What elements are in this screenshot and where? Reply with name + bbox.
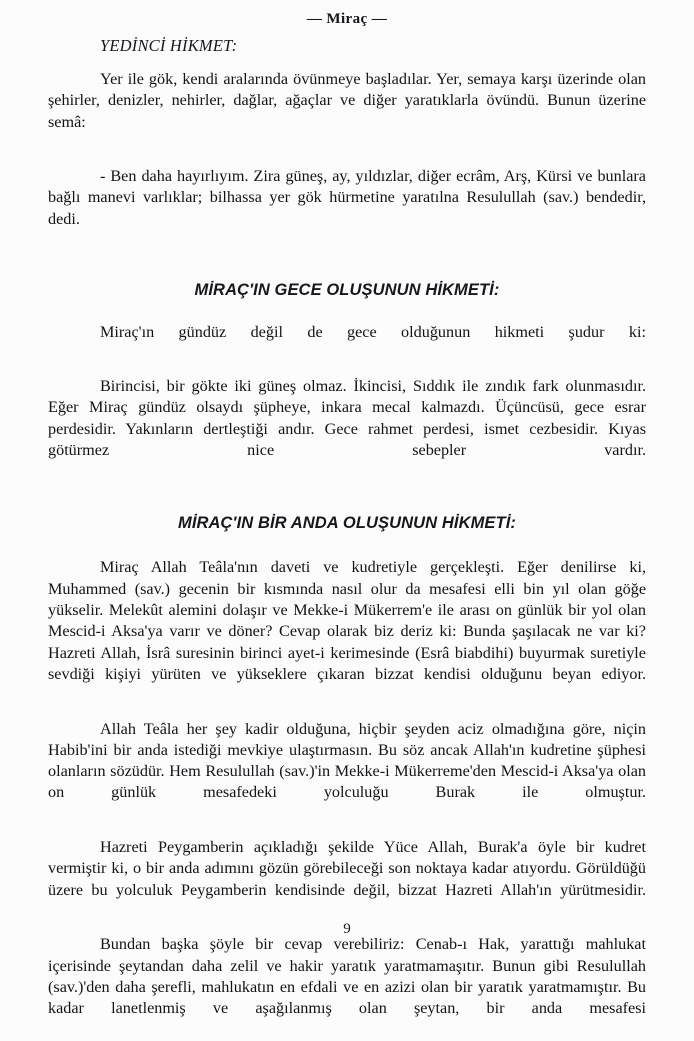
section-heading-yedinci-hikmet: YEDİNCİ HİKMET: [100, 36, 238, 55]
paragraph: Miraç Allah Teâla'nın daveti ve kudretiyle gerçekleşti. Eğer denilirse ki, Muhammed (sav.) gecenin bir kısmında nasıl olur da mesafesi elli bin yıl olan göğe yükselir. Melekût alemini dolaşır ve Mekke-i Mükerrem'e ile arası on günlük bir yol olan Mescid-i Aksa'ya varır ve döner? Cevap olarak biz deriz ki: Bunda şaşılacak ne var ki? Hazreti Allah, İsrâ suresinin birinci ayet-i kerimesinde (Esrâ biabdihi) buyurmak suretiyle sevdiği kişiyi yürüten ve yükseklere çıkaran bizzat kendisi olduğunu beyan ediyor. [48, 558, 646, 683]
paragraph: Bundan başka şöyle bir cevap verebiliriz: Cenab-ı Hak, yarattığı mahlukat içerisinde şeytandan daha zelil ve hakir yaratık yaratmamaşıtır. Bunun gibi Resulullah (sav.)'den daha şerefli, mahlukatın en efdali ve en azizi olan bir yaratık yaratmamıştır. Bu kadar lanetlenmiş ve aşağılanmış olan şeytan, bir anda mesafesi [48, 935, 646, 1018]
paragraph: Miraç'ın gündüz değil de gece olduğunun hikmeti şudur ki: [100, 323, 646, 342]
paragraph: - Ben daha hayırlıyım. Zira güneş, ay, yıldızlar, diğer ecrâm, Arş, Kürsi ve bunlara bağlı manevi varlıklar; bilhassa yer gök hürmetine yaratılna Resulullah (sav.) bendedir, dedi. [48, 167, 646, 228]
section-heading-bir-anda-olusunun-hikmeti: MİRAÇ'IN BİR ANDA OLUŞUNUN HİKMETİ: [177, 514, 516, 533]
section-heading-gece-olusunun-hikmeti: MİRAÇ'IN GECE OLUŞUNUN HİKMETİ: [194, 281, 500, 300]
text-column [48, 36, 646, 1041]
paragraph: Allah Teâla her şey kadir olduğuna, hiçbir şeyden aciz olmadığına göre, niçin Habib'ini bir anda istediği mevkiye ulaştırmasın. Bu söz ancak Allah'ın kudretine şüphesi olanların sözüdür. Hem Resulullah (sav.)'in Mekke-i Mükerreme'den Mescid-i Aksa'ya olan on günlük mesafedeki yolculuğu Burak ile olmuştur. [48, 719, 646, 802]
page-number: 9 [343, 921, 351, 937]
paragraph: Hazreti Peygamberin açıkladığı şekilde Yüce Allah, Burak'a öyle bir kudret vermiştir ki, o bir anda adımını gözün görebileceği son noktaya kadar atıyordu. Görüldüğü üzere bu yolculuk Peygamberin kendisinde değil, bizzat Hazreti Allah'ın yürütmesidir. [48, 838, 646, 899]
running-head: — Miraç — [306, 11, 388, 27]
paragraph: Birincisi, bir gökte iki güneş olmaz. İkincisi, Sıddık ile zındık fark olunmasıdır. Eğer Miraç gündüz olsaydı şüpheye, inkara mecal kalmazdı. Üçüncüsü, gece esrar perdesidir. Yakınların dertleştiği andır. Gece rahmet perdesi, ismet cezbesidir. Kıyas götürmez nice sebepler vardır. [48, 376, 646, 459]
paragraph: Yer ile gök, kendi aralarında övünmeye başladılar. Yer, semaya karşı üzerinde olan şehirler, denizler, nehirler, dağlar, ağaçlar ve diğer yaratıklarla övündü. Bunun üzerine semâ: [48, 70, 646, 131]
